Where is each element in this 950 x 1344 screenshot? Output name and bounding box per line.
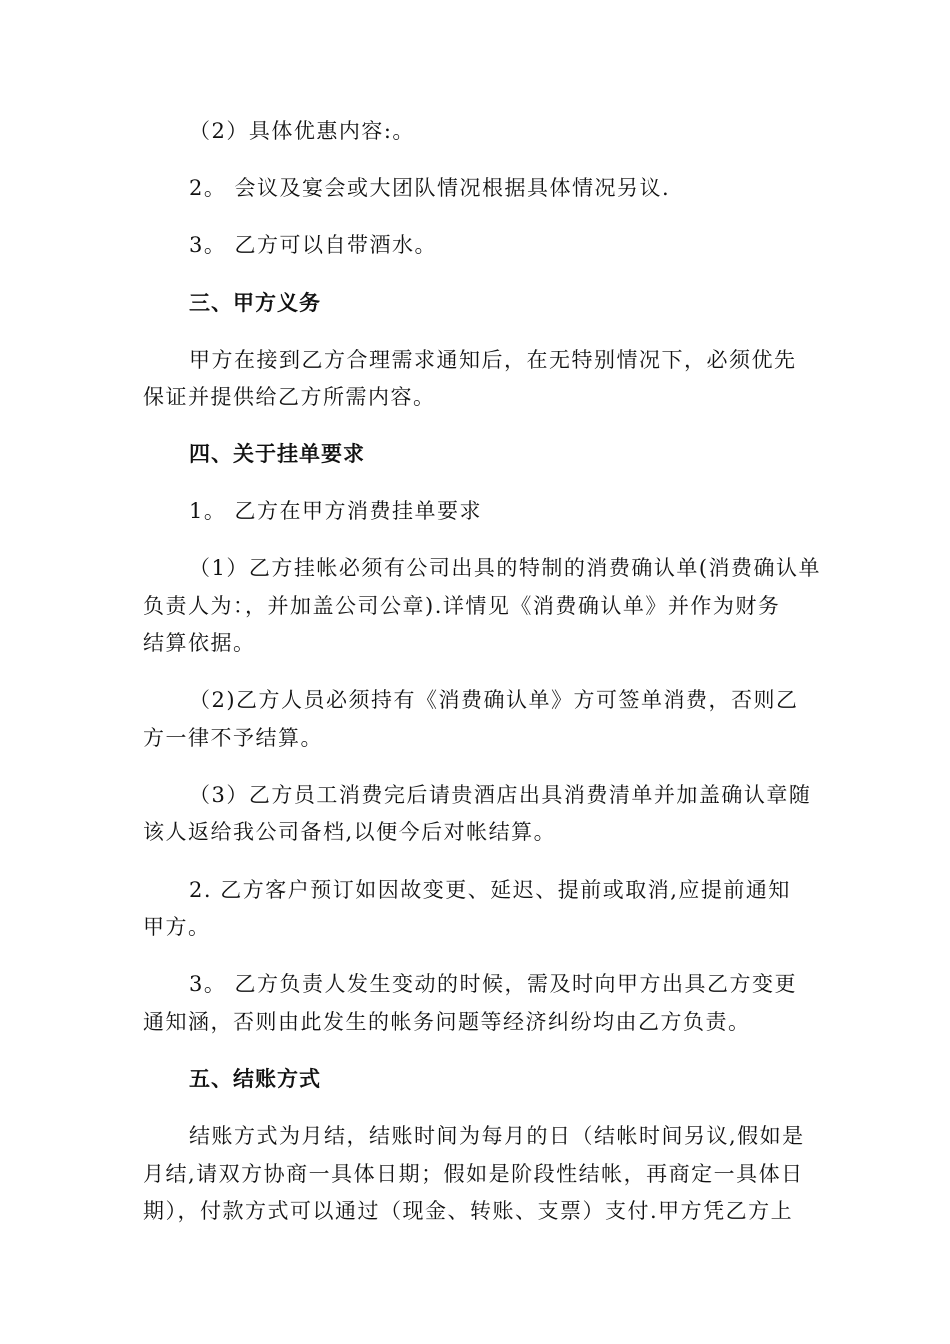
item-2-meeting-banquet: 2。 会议及宴会或大团队情况根据具体情况另议.	[189, 176, 671, 200]
item-2-booking-change-line-1: 2. 乙方客户预订如因故变更、延迟、提前或取消,应提前通知	[189, 878, 791, 902]
section-heading-credit-requirements: 四、关于挂单要求	[189, 442, 365, 466]
item-1-2-line-2: 方一律不予结算。	[143, 726, 323, 750]
item-1-3-line-1: （3）乙方员工消费完后请贵酒店出具消费清单并加盖确认章随	[189, 783, 812, 807]
item-3-contact-change-line-1: 3。 乙方负责人发生变动的时候，需及时向甲方出具乙方变更	[189, 972, 798, 996]
paragraph-party-a-line-1: 甲方在接到乙方合理需求通知后，在无特别情况下，必须优先	[189, 348, 797, 372]
section-heading-settlement-method: 五、结账方式	[189, 1067, 321, 1091]
paragraph-settlement-line-3: 期），付款方式可以通过（现金、转账、支票）支付.甲方凭乙方上	[143, 1199, 794, 1223]
item-3-contact-change-line-2: 通知涵，否则由此发生的帐务问题等经济纠纷均由乙方负责。	[143, 1010, 751, 1034]
item-2-2-specific-discount: （2）具体优惠内容:。	[189, 119, 415, 143]
item-1-2-line-1: （2)乙方人员必须持有《消费确认单》方可签单消费，否则乙	[189, 688, 799, 712]
item-1-1-line-3: 结算依据。	[143, 631, 256, 655]
item-1-credit-requirement: 1。 乙方在甲方消费挂单要求	[189, 499, 483, 523]
item-1-3-line-2: 该人返给我公司备档,以便今后对帐结算。	[143, 820, 557, 844]
section-heading-party-a-obligations: 三、甲方义务	[189, 291, 321, 315]
item-3-bring-own-drinks: 3。 乙方可以自带酒水。	[189, 233, 438, 257]
item-1-1-line-2: 负责人为：，并加盖公司公章).详情见《消费确认单》并作为财务	[143, 594, 781, 618]
item-1-1-line-1: （1）乙方挂帐必须有公司出具的特制的消费确认单(消费确认单	[189, 556, 822, 580]
item-2-booking-change-line-2: 甲方。	[143, 915, 211, 939]
paragraph-settlement-line-1: 结账方式为月结，结账时间为每月的日（结帐时间另议,假如是	[189, 1124, 805, 1148]
paragraph-settlement-line-2: 月结,请双方协商一具体日期；假如是阶段性结帐，再商定一具体日	[143, 1162, 804, 1186]
paragraph-party-a-line-2: 保证并提供给乙方所需内容。	[143, 385, 436, 409]
